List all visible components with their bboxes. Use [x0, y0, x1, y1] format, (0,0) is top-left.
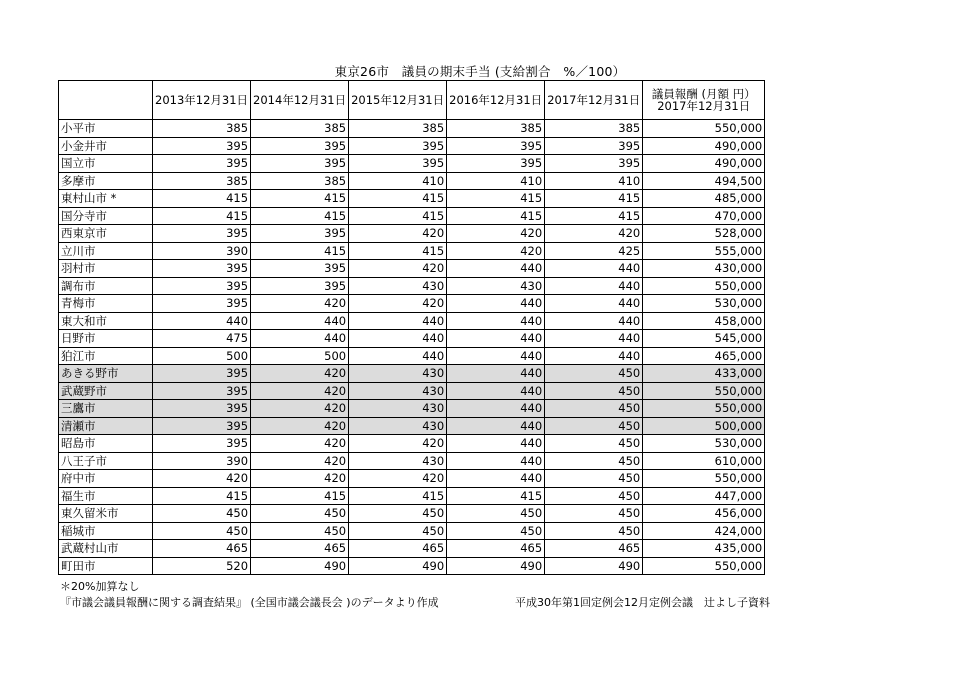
allowance-cell: 415 — [251, 487, 349, 505]
meeting-note: 平成30年第1回定例会12月定例会議 辻よし子資料 — [515, 596, 770, 609]
table-row — [59, 522, 765, 540]
remuneration-cell: 550,000 — [643, 400, 765, 418]
allowance-cell: 395 — [251, 260, 349, 278]
allowance-cell: 440 — [545, 312, 643, 330]
allowance-cell: 420 — [251, 470, 349, 488]
allowance-cell: 420 — [153, 470, 251, 488]
city-cell: 三鷹市 — [59, 400, 153, 418]
allowance-cell: 450 — [545, 452, 643, 470]
city-cell: 東大和市 — [59, 312, 153, 330]
city-cell: 東村山市 * — [59, 190, 153, 208]
table-row — [59, 417, 765, 435]
table-row — [59, 365, 765, 383]
allowance-cell: 395 — [349, 137, 447, 155]
header-2013: 2013年12月31日 — [153, 81, 251, 120]
allowance-cell: 465 — [251, 540, 349, 558]
city-cell: 狛江市 — [59, 347, 153, 365]
allowance-cell: 440 — [447, 382, 545, 400]
allowance-cell: 420 — [251, 295, 349, 313]
remuneration-cell: 456,000 — [643, 505, 765, 523]
allowance-cell: 420 — [349, 260, 447, 278]
allowance-cell: 450 — [251, 505, 349, 523]
allowance-cell: 450 — [545, 417, 643, 435]
remuneration-label: 議員報酬 (月額 円） — [651, 87, 756, 101]
remuneration-cell: 545,000 — [643, 330, 765, 348]
allowance-cell: 450 — [545, 382, 643, 400]
allowance-cell: 440 — [545, 347, 643, 365]
allowance-cell: 450 — [545, 522, 643, 540]
allowance-cell: 520 — [153, 557, 251, 575]
remuneration-cell: 550,000 — [643, 277, 765, 295]
allowance-cell: 430 — [349, 277, 447, 295]
city-cell: 昭島市 — [59, 435, 153, 453]
allowance-cell: 450 — [349, 522, 447, 540]
allowance-cell: 420 — [251, 452, 349, 470]
remuneration-cell: 494,500 — [643, 172, 765, 190]
allowance-cell: 415 — [153, 487, 251, 505]
allowance-cell: 440 — [447, 470, 545, 488]
city-cell: 武蔵村山市 — [59, 540, 153, 558]
allowance-cell: 430 — [349, 417, 447, 435]
allowance-cell: 450 — [349, 505, 447, 523]
city-cell: 東久留米市 — [59, 505, 153, 523]
allowance-cell: 415 — [153, 207, 251, 225]
table-row — [59, 137, 765, 155]
allowance-cell: 490 — [251, 557, 349, 575]
allowance-cell: 415 — [545, 190, 643, 208]
allowance-cell: 395 — [153, 435, 251, 453]
allowance-cell: 440 — [447, 260, 545, 278]
allowance-cell: 440 — [447, 452, 545, 470]
remuneration-cell: 435,000 — [643, 540, 765, 558]
header-row — [59, 81, 765, 120]
allowance-cell: 415 — [447, 207, 545, 225]
allowance-cell: 395 — [153, 277, 251, 295]
table-row — [59, 347, 765, 365]
remuneration-cell: 424,000 — [643, 522, 765, 540]
allowance-cell: 450 — [545, 505, 643, 523]
allowance-cell: 440 — [545, 277, 643, 295]
table-row — [59, 435, 765, 453]
allowance-cell: 450 — [153, 505, 251, 523]
allowance-cell: 415 — [349, 487, 447, 505]
city-cell: 府中市 — [59, 470, 153, 488]
allowance-cell: 385 — [251, 120, 349, 138]
city-cell: 日野市 — [59, 330, 153, 348]
city-cell: あきる野市 — [59, 365, 153, 383]
remuneration-cell: 490,000 — [643, 137, 765, 155]
remuneration-cell: 433,000 — [643, 365, 765, 383]
allowance-cell: 420 — [349, 295, 447, 313]
city-cell: 多摩市 — [59, 172, 153, 190]
remuneration-cell: 530,000 — [643, 435, 765, 453]
city-cell: 武蔵野市 — [59, 382, 153, 400]
allowance-cell: 415 — [447, 487, 545, 505]
allowance-cell: 415 — [251, 207, 349, 225]
allowance-cell: 395 — [153, 260, 251, 278]
table-row — [59, 190, 765, 208]
allowance-cell: 395 — [153, 365, 251, 383]
allowance-cell: 420 — [447, 242, 545, 260]
remuneration-cell: 550,000 — [643, 382, 765, 400]
allowance-cell: 430 — [349, 365, 447, 383]
allowance-cell: 415 — [251, 190, 349, 208]
allowance-cell: 440 — [349, 312, 447, 330]
allowance-cell: 440 — [447, 400, 545, 418]
allowance-cell: 395 — [153, 400, 251, 418]
remuneration-cell: 485,000 — [643, 190, 765, 208]
allowance-cell: 440 — [447, 330, 545, 348]
allowance-cell: 415 — [545, 207, 643, 225]
allowance-cell: 395 — [153, 137, 251, 155]
allowance-cell: 440 — [251, 312, 349, 330]
allowance-cell: 440 — [447, 312, 545, 330]
allowance-cell: 450 — [545, 470, 643, 488]
allowance-cell: 500 — [251, 347, 349, 365]
table-row — [59, 225, 765, 243]
table-row — [59, 172, 765, 190]
city-cell: 羽村市 — [59, 260, 153, 278]
city-cell: 福生市 — [59, 487, 153, 505]
allowance-cell: 440 — [447, 417, 545, 435]
allowance-cell: 395 — [447, 137, 545, 155]
remuneration-cell: 447,000 — [643, 487, 765, 505]
table-row — [59, 487, 765, 505]
allowance-cell: 385 — [153, 172, 251, 190]
allowance-cell: 395 — [251, 277, 349, 295]
allowance-cell: 465 — [153, 540, 251, 558]
allowance-cell: 430 — [447, 277, 545, 295]
allowance-cell: 440 — [447, 435, 545, 453]
remuneration-cell: 528,000 — [643, 225, 765, 243]
allowance-cell: 440 — [349, 330, 447, 348]
header-city — [59, 81, 153, 120]
allowance-cell: 395 — [153, 225, 251, 243]
allowance-cell: 390 — [153, 452, 251, 470]
allowance-cell: 450 — [251, 522, 349, 540]
allowance-cell: 440 — [251, 330, 349, 348]
allowance-cell: 395 — [251, 155, 349, 173]
city-cell: 国立市 — [59, 155, 153, 173]
allowance-cell: 410 — [545, 172, 643, 190]
allowance-cell: 415 — [349, 190, 447, 208]
header-2014: 2014年12月31日 — [251, 81, 349, 120]
remuneration-cell: 550,000 — [643, 120, 765, 138]
allowance-table — [58, 80, 765, 575]
remuneration-cell: 530,000 — [643, 295, 765, 313]
table-row — [59, 330, 765, 348]
allowance-cell: 415 — [349, 242, 447, 260]
allowance-cell: 490 — [447, 557, 545, 575]
remuneration-cell: 500,000 — [643, 417, 765, 435]
table-row — [59, 540, 765, 558]
table-row — [59, 242, 765, 260]
allowance-cell: 395 — [251, 225, 349, 243]
allowance-cell: 415 — [153, 190, 251, 208]
table-body — [59, 120, 765, 575]
remuneration-cell: 490,000 — [643, 155, 765, 173]
table-row — [59, 120, 765, 138]
allowance-cell: 450 — [545, 365, 643, 383]
allowance-cell: 385 — [251, 172, 349, 190]
table-row — [59, 312, 765, 330]
allowance-cell: 430 — [349, 382, 447, 400]
remuneration-cell: 555,000 — [643, 242, 765, 260]
allowance-cell: 395 — [153, 417, 251, 435]
city-cell: 立川市 — [59, 242, 153, 260]
remuneration-cell: 550,000 — [643, 470, 765, 488]
allowance-cell: 465 — [447, 540, 545, 558]
allowance-cell: 395 — [153, 155, 251, 173]
allowance-cell: 465 — [545, 540, 643, 558]
remuneration-cell: 470,000 — [643, 207, 765, 225]
remuneration-cell: 610,000 — [643, 452, 765, 470]
table-row — [59, 400, 765, 418]
allowance-cell: 420 — [545, 225, 643, 243]
table-row — [59, 557, 765, 575]
allowance-cell: 410 — [349, 172, 447, 190]
header-2016: 2016年12月31日 — [447, 81, 545, 120]
allowance-cell: 450 — [447, 505, 545, 523]
allowance-cell: 440 — [349, 347, 447, 365]
allowance-cell: 420 — [251, 435, 349, 453]
allowance-cell: 440 — [447, 347, 545, 365]
allowance-cell: 420 — [349, 470, 447, 488]
allowance-cell: 390 — [153, 242, 251, 260]
allowance-cell: 450 — [545, 400, 643, 418]
allowance-cell: 440 — [545, 330, 643, 348]
allowance-cell: 450 — [545, 435, 643, 453]
table-row — [59, 505, 765, 523]
remuneration-date: 2017年12月31日 — [657, 99, 751, 113]
city-cell: 小平市 — [59, 120, 153, 138]
allowance-cell: 440 — [447, 295, 545, 313]
city-cell: 町田市 — [59, 557, 153, 575]
allowance-cell: 430 — [349, 400, 447, 418]
remuneration-cell: 430,000 — [643, 260, 765, 278]
allowance-cell: 475 — [153, 330, 251, 348]
city-cell: 青梅市 — [59, 295, 153, 313]
header-2015: 2015年12月31日 — [349, 81, 447, 120]
allowance-cell: 440 — [545, 260, 643, 278]
allowance-cell: 450 — [153, 522, 251, 540]
allowance-cell: 420 — [251, 365, 349, 383]
city-cell: 調布市 — [59, 277, 153, 295]
city-cell: 小金井市 — [59, 137, 153, 155]
allowance-cell: 420 — [349, 225, 447, 243]
allowance-cell: 395 — [251, 137, 349, 155]
source-note: 『市議会議員報酬に関する調査結果』 (全国市議会議長会 )のデータより作成 — [60, 596, 439, 609]
allowance-cell: 500 — [153, 347, 251, 365]
table-title: 東京26市 議員の期末手当 (支給割合 %／100） — [334, 64, 626, 79]
table-row — [59, 295, 765, 313]
allowance-cell: 395 — [349, 155, 447, 173]
allowance-cell: 385 — [153, 120, 251, 138]
allowance-cell: 420 — [251, 400, 349, 418]
allowance-cell: 490 — [349, 557, 447, 575]
allowance-cell: 490 — [545, 557, 643, 575]
allowance-cell: 465 — [349, 540, 447, 558]
city-cell: 稲城市 — [59, 522, 153, 540]
allowance-cell: 415 — [349, 207, 447, 225]
allowance-cell: 385 — [447, 120, 545, 138]
footnote: ＊20%加算なし — [60, 580, 140, 593]
allowance-cell: 450 — [447, 522, 545, 540]
allowance-cell: 440 — [153, 312, 251, 330]
allowance-cell: 395 — [545, 137, 643, 155]
allowance-cell: 395 — [545, 155, 643, 173]
allowance-cell: 420 — [447, 225, 545, 243]
header-2017: 2017年12月31日 — [545, 81, 643, 120]
remuneration-cell: 465,000 — [643, 347, 765, 365]
allowance-cell: 450 — [545, 487, 643, 505]
allowance-cell: 415 — [251, 242, 349, 260]
allowance-cell: 395 — [153, 295, 251, 313]
allowance-cell: 440 — [545, 295, 643, 313]
remuneration-cell: 550,000 — [643, 557, 765, 575]
city-cell: 清瀬市 — [59, 417, 153, 435]
remuneration-cell: 458,000 — [643, 312, 765, 330]
allowance-cell: 395 — [447, 155, 545, 173]
header-remuneration — [643, 81, 765, 120]
table-row — [59, 277, 765, 295]
allowance-cell: 420 — [251, 382, 349, 400]
city-cell: 西東京市 — [59, 225, 153, 243]
table-row — [59, 452, 765, 470]
allowance-cell: 440 — [447, 365, 545, 383]
allowance-cell: 395 — [153, 382, 251, 400]
allowance-cell: 420 — [349, 435, 447, 453]
city-cell: 国分寺市 — [59, 207, 153, 225]
allowance-cell: 410 — [447, 172, 545, 190]
table-row — [59, 382, 765, 400]
allowance-cell: 385 — [545, 120, 643, 138]
table-row — [59, 260, 765, 278]
table-row — [59, 155, 765, 173]
table-row — [59, 207, 765, 225]
allowance-cell: 385 — [349, 120, 447, 138]
allowance-cell: 425 — [545, 242, 643, 260]
allowance-cell: 430 — [349, 452, 447, 470]
allowance-cell: 420 — [251, 417, 349, 435]
city-cell: 八王子市 — [59, 452, 153, 470]
table-row — [59, 470, 765, 488]
allowance-cell: 415 — [447, 190, 545, 208]
